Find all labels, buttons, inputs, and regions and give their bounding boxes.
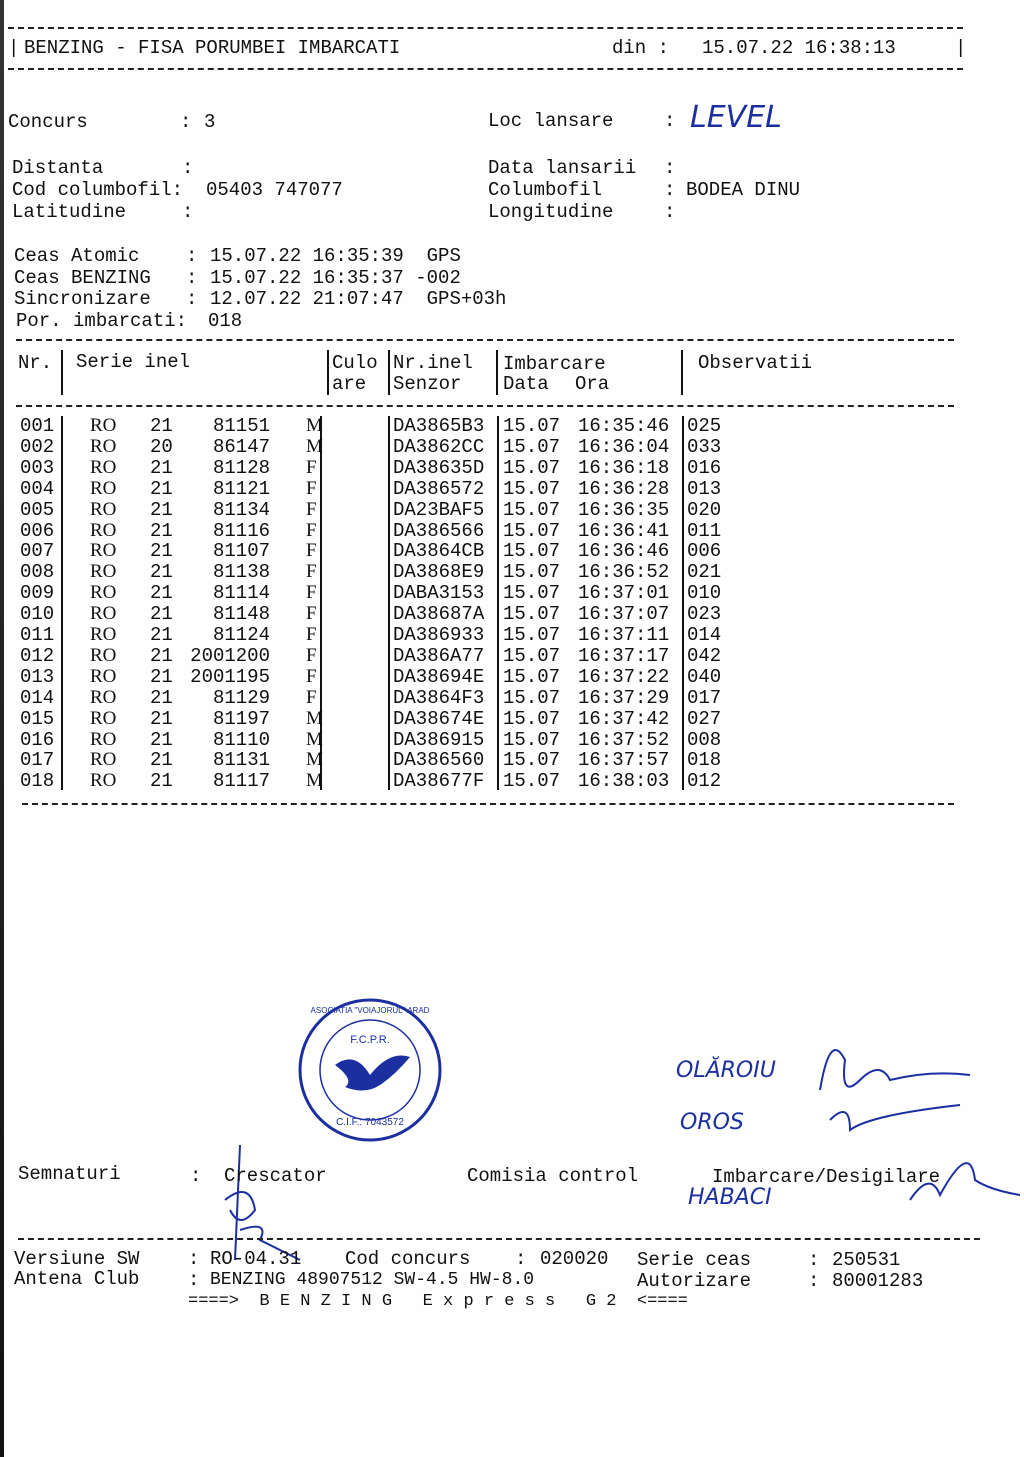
loc-label: Loc lansare [488,110,614,132]
cell-time: 16:37:11 [578,624,670,646]
cell-time: 16:35:46 [578,415,670,437]
handwritten-name-3: HABACI [688,1185,772,1210]
divider [8,68,963,70]
cell-number: 81148 [212,603,270,626]
crescator-label: Crescator [224,1165,327,1187]
cell-obs: 006 [687,540,722,563]
cell-sensor: DA38635D [393,456,485,479]
cell-year: 21 [150,644,173,667]
colon: : [188,1248,200,1270]
concurs-label: Concurs [8,111,88,133]
cell-nr: 017 [20,749,55,772]
cell-time: 16:38:03 [578,770,670,793]
cell-sex: F [306,603,317,625]
cell-sex: F [306,624,317,645]
ceas-benzing-label: Ceas BENZING [14,267,151,289]
divider [18,1238,980,1240]
cell-number: 81131 [212,749,270,772]
cell-year: 20 [150,435,173,458]
cell-date: 15.07 [503,665,561,688]
cell-obs: 023 [687,603,722,626]
cell-date: 15.07 [503,603,561,626]
cell-date: 15.07 [503,519,561,542]
por-imbarcati-label: Por. imbarcati: [16,310,188,332]
cod-label: Cod columbofil: [12,179,184,201]
cell-date: 15.07 [503,707,561,730]
cell-nr: 002 [20,435,55,458]
sincronizare-value: 12.07.22 21:07:47 GPS+03h [210,288,507,310]
colon: : [188,1269,200,1291]
cell-year: 21 [150,498,173,521]
cell-number: 81114 [212,582,270,605]
cell-date: 15.07 [503,582,561,605]
cell-year: 21 [150,561,173,584]
colon: : [186,267,198,289]
cell-nr: 008 [20,561,55,584]
signatures-scribble [790,1020,1020,1220]
cell-time: 16:37:22 [578,665,670,688]
cell-country: RO [90,665,117,687]
cell-date: 15.07 [503,770,561,793]
benzing-banner: ====> B E N Z I N G E x p r e s s G 2 <==== [188,1292,688,1311]
autorizare-value: 80001283 [832,1270,924,1292]
cell-number: 81129 [212,686,270,709]
por-imbarcati-value: 018 [208,310,243,332]
autorizare-label: Autorizare [637,1270,752,1292]
colon: : [808,1270,820,1292]
association-stamp [295,995,445,1145]
cell-country: RO [90,644,117,666]
versiune-value: RO-04.31 [210,1248,302,1270]
ceas-atomic-value: 15.07.22 16:35:39 GPS [210,245,461,267]
cell-sex: F [306,519,317,541]
cell-year: 21 [150,519,173,542]
cell-date: 15.07 [503,435,561,458]
header-left-border: | [8,37,20,59]
cell-number: 81128 [212,456,270,479]
comisia-label: Comisia control [467,1165,639,1187]
cell-sensor: DA386933 [393,624,485,646]
cell-obs: 020 [687,498,722,521]
cell-sex: F [306,540,317,562]
cell-sensor: DA386915 [393,728,485,751]
cell-date: 15.07 [503,686,561,709]
cell-nr: 014 [20,686,55,709]
cell-country: RO [90,477,117,499]
col-header-culoare: Culo [332,352,378,374]
cell-obs: 012 [687,770,722,793]
cell-sensor: DA386566 [393,519,485,542]
cell-sensor: DA3864F3 [393,686,485,709]
cell-time: 16:36:41 [578,519,670,542]
cell-obs: 011 [687,519,722,542]
columbofil-value: BODEA DINU [686,179,801,201]
cell-number: 2001195 [190,665,270,688]
cell-country: RO [90,561,117,583]
cell-sensor: DA386560 [393,749,485,772]
header-right-border: | [955,37,967,59]
cell-sensor: DA3864CB [393,540,485,563]
col-header-nr: Nr. [18,352,53,374]
cell-obs: 040 [687,665,722,688]
cell-sensor: DA38677F [393,770,485,793]
cell-country: RO [90,498,117,520]
cell-year: 21 [150,749,173,772]
colon: : [186,245,198,267]
cell-nr: 003 [20,456,55,479]
latitudine-label: Latitudine [12,201,127,223]
document-title: BENZING - FISA PORUMBEI IMBARCATI [24,37,401,59]
cell-time: 16:37:17 [578,644,670,667]
data-lansarii-label: Data lansarii [488,157,637,179]
cell-nr: 010 [20,603,55,626]
cell-time: 16:37:07 [578,603,670,626]
cell-country: RO [90,582,117,604]
cell-date: 15.07 [503,749,561,772]
colon: : [190,1165,202,1187]
cell-number: 81138 [212,561,270,584]
cod-concurs-label: Cod concurs [345,1248,471,1270]
cell-time: 16:36:04 [578,435,670,458]
cell-date: 15.07 [503,477,561,500]
cell-sex: M [306,415,323,436]
cell-obs: 021 [687,561,722,584]
cell-nr: 011 [20,624,55,646]
din-value: 15.07.22 16:38:13 [702,37,896,59]
col-header-ora: Ora [575,373,610,395]
ceas-atomic-label: Ceas Atomic [14,245,140,267]
cell-year: 21 [150,728,173,751]
divider [388,416,390,790]
divider [61,416,63,790]
cell-year: 21 [150,707,173,730]
cell-nr: 007 [20,540,55,563]
cell-date: 15.07 [503,456,561,479]
cell-date: 15.07 [503,624,561,646]
din-label: din : [612,37,670,59]
cell-time: 16:37:01 [578,582,670,605]
cell-sex: F [306,456,317,478]
colon: : [664,179,676,201]
semnaturi-label: Semnaturi [18,1163,121,1185]
colon: : [186,288,198,310]
cell-sex: M [306,435,323,457]
cell-sex: M [306,770,323,792]
imbarcare-desigilare-label: Imbarcare/Desigilare [712,1166,941,1188]
cell-nr: 005 [20,498,55,521]
longitudine-label: Longitudine [488,201,614,223]
cell-country: RO [90,519,117,541]
serie-ceas-label: Serie ceas [637,1249,752,1271]
cell-time: 16:37:42 [578,707,670,730]
colon: : [664,157,676,179]
cell-country: RO [90,686,117,708]
cell-year: 21 [150,770,173,793]
cell-sex: F [306,686,317,708]
divider [22,803,954,805]
distanta-label: Distanta [12,157,104,179]
cell-number: 86147 [212,435,270,458]
cell-year: 21 [150,665,173,688]
cell-sex: F [306,498,317,520]
cell-country: RO [90,435,117,457]
col-header-nrinel: Nr.inel [393,352,473,374]
cell-obs: 010 [687,582,722,605]
cell-number: 81117 [212,770,270,793]
cell-obs: 033 [687,435,722,458]
cell-year: 21 [150,456,173,479]
cell-country: RO [90,603,117,625]
serie-ceas-value: 250531 [832,1249,901,1271]
cod-concurs-value: 020020 [540,1248,609,1270]
scan-edge [0,0,4,1457]
cell-number: 81124 [212,624,270,646]
cell-year: 21 [150,686,173,709]
cell-sensor: DA38694E [393,665,485,688]
cell-time: 16:37:57 [578,749,670,772]
colon: : [182,201,194,223]
divider [497,416,499,790]
cell-date: 15.07 [503,644,561,667]
cell-year: 21 [150,540,173,563]
divider [682,416,684,790]
cell-time: 16:36:52 [578,561,670,584]
cell-nr: 004 [20,477,55,500]
cell-obs: 025 [687,415,722,437]
cell-nr: 009 [20,582,55,605]
cell-year: 21 [150,624,173,646]
stamp-mid: F.C.P.R. [350,1034,390,1046]
versiune-label: Versiune SW [14,1248,140,1270]
dove-icon [335,1055,410,1090]
cell-number: 2001200 [190,644,270,667]
cell-number: 81151 [212,415,270,437]
cell-sex: M [306,749,323,771]
antena-label: Antena Club [14,1268,140,1290]
divider [16,405,954,407]
cell-sensor: DA3865B3 [393,415,485,437]
cell-year: 21 [150,415,173,437]
cell-nr: 012 [20,644,55,667]
divider [320,416,322,790]
cell-time: 16:36:46 [578,540,670,563]
cell-sex: F [306,561,317,583]
cell-sex: F [306,665,317,687]
cell-country: RO [90,415,117,436]
cell-sensor: DA38674E [393,707,485,730]
divider [8,27,963,29]
cell-year: 21 [150,582,173,605]
columbofil-label: Columbofil [488,179,603,201]
cell-date: 15.07 [503,540,561,563]
stamp-top: ASOCIATIA "VOIAJORUL" ARAD [310,1006,430,1015]
cell-number: 81134 [212,498,270,521]
cell-time: 16:37:52 [578,728,670,751]
col-header-observatii: Observatii [698,352,813,374]
divider [388,350,390,395]
cell-obs: 017 [687,686,722,709]
cell-number: 81197 [212,707,270,730]
antena-value: BENZING 48907512 SW-4.5 HW-8.0 [210,1270,535,1290]
cell-country: RO [90,707,117,729]
cell-nr: 015 [20,707,55,730]
cell-country: RO [90,624,117,645]
cell-year: 21 [150,477,173,500]
cell-obs: 008 [687,728,722,751]
cell-obs: 042 [687,644,722,667]
cell-sex: M [306,707,323,729]
concurs-value: 3 [204,111,216,133]
col-header-data: Data [503,373,549,395]
divider [16,339,954,341]
cell-obs: 018 [687,749,722,772]
cell-sensor: DA38687A [393,603,485,626]
divider [496,350,498,395]
cell-date: 15.07 [503,415,561,437]
cell-sensor: DA386A77 [393,644,485,667]
cell-time: 16:36:35 [578,498,670,521]
cell-number: 81110 [212,728,270,751]
cod-value: 05403 747077 [206,179,343,201]
cell-date: 15.07 [503,728,561,751]
col-header-serie: Serie inel [76,351,191,373]
cell-country: RO [90,728,117,750]
cell-country: RO [90,540,117,562]
cell-sex: F [306,477,317,499]
cell-obs: 016 [687,456,722,479]
cell-number: 81121 [212,477,270,500]
cell-sensor: DA23BAF5 [393,498,485,521]
col-header-imbarcare: Imbarcare [503,353,606,375]
colon: : [664,110,676,132]
cell-date: 15.07 [503,498,561,521]
handwritten-name-1: OLĂROIU [676,1058,776,1083]
cell-number: 81116 [212,519,270,542]
loc-value-handwritten: LEVEL [690,100,782,135]
cell-sex: F [306,582,317,604]
cell-obs: 027 [687,707,722,730]
cell-sensor: DABA3153 [393,582,485,605]
col-header-culoare-2: are [332,373,367,395]
cell-sex: F [306,644,317,666]
cell-date: 15.07 [503,561,561,584]
stamp-bottom: C.I.F.: 7043572 [336,1117,404,1128]
cell-sex: M [306,728,323,750]
colon: : [515,1248,527,1270]
col-header-senzor: Senzor [393,373,462,395]
cell-nr: 006 [20,519,55,542]
cell-sensor: DA386572 [393,477,485,500]
divider [681,350,683,395]
handwritten-name-2: OROS [680,1110,744,1135]
cell-obs: 014 [687,624,722,646]
cell-sensor: DA3862CC [393,435,485,458]
cell-sensor: DA3868E9 [393,561,485,584]
colon: : [182,157,194,179]
divider [61,350,63,395]
cell-country: RO [90,770,117,792]
cell-country: RO [90,456,117,478]
cell-time: 16:37:29 [578,686,670,709]
cell-year: 21 [150,603,173,626]
colon: : [808,1249,820,1271]
cell-time: 16:36:18 [578,456,670,479]
cell-nr: 001 [20,415,55,437]
cell-obs: 013 [687,477,722,500]
colon: : [180,111,203,133]
cell-number: 81107 [212,540,270,563]
cell-country: RO [90,749,117,771]
cell-time: 16:36:28 [578,477,670,500]
cell-nr: 013 [20,665,55,688]
divider [327,350,329,395]
cell-nr: 018 [20,770,55,793]
ceas-benzing-value: 15.07.22 16:35:37 -002 [210,267,461,289]
sincronizare-label: Sincronizare [14,288,151,310]
cell-nr: 016 [20,728,55,751]
colon: : [664,201,676,223]
